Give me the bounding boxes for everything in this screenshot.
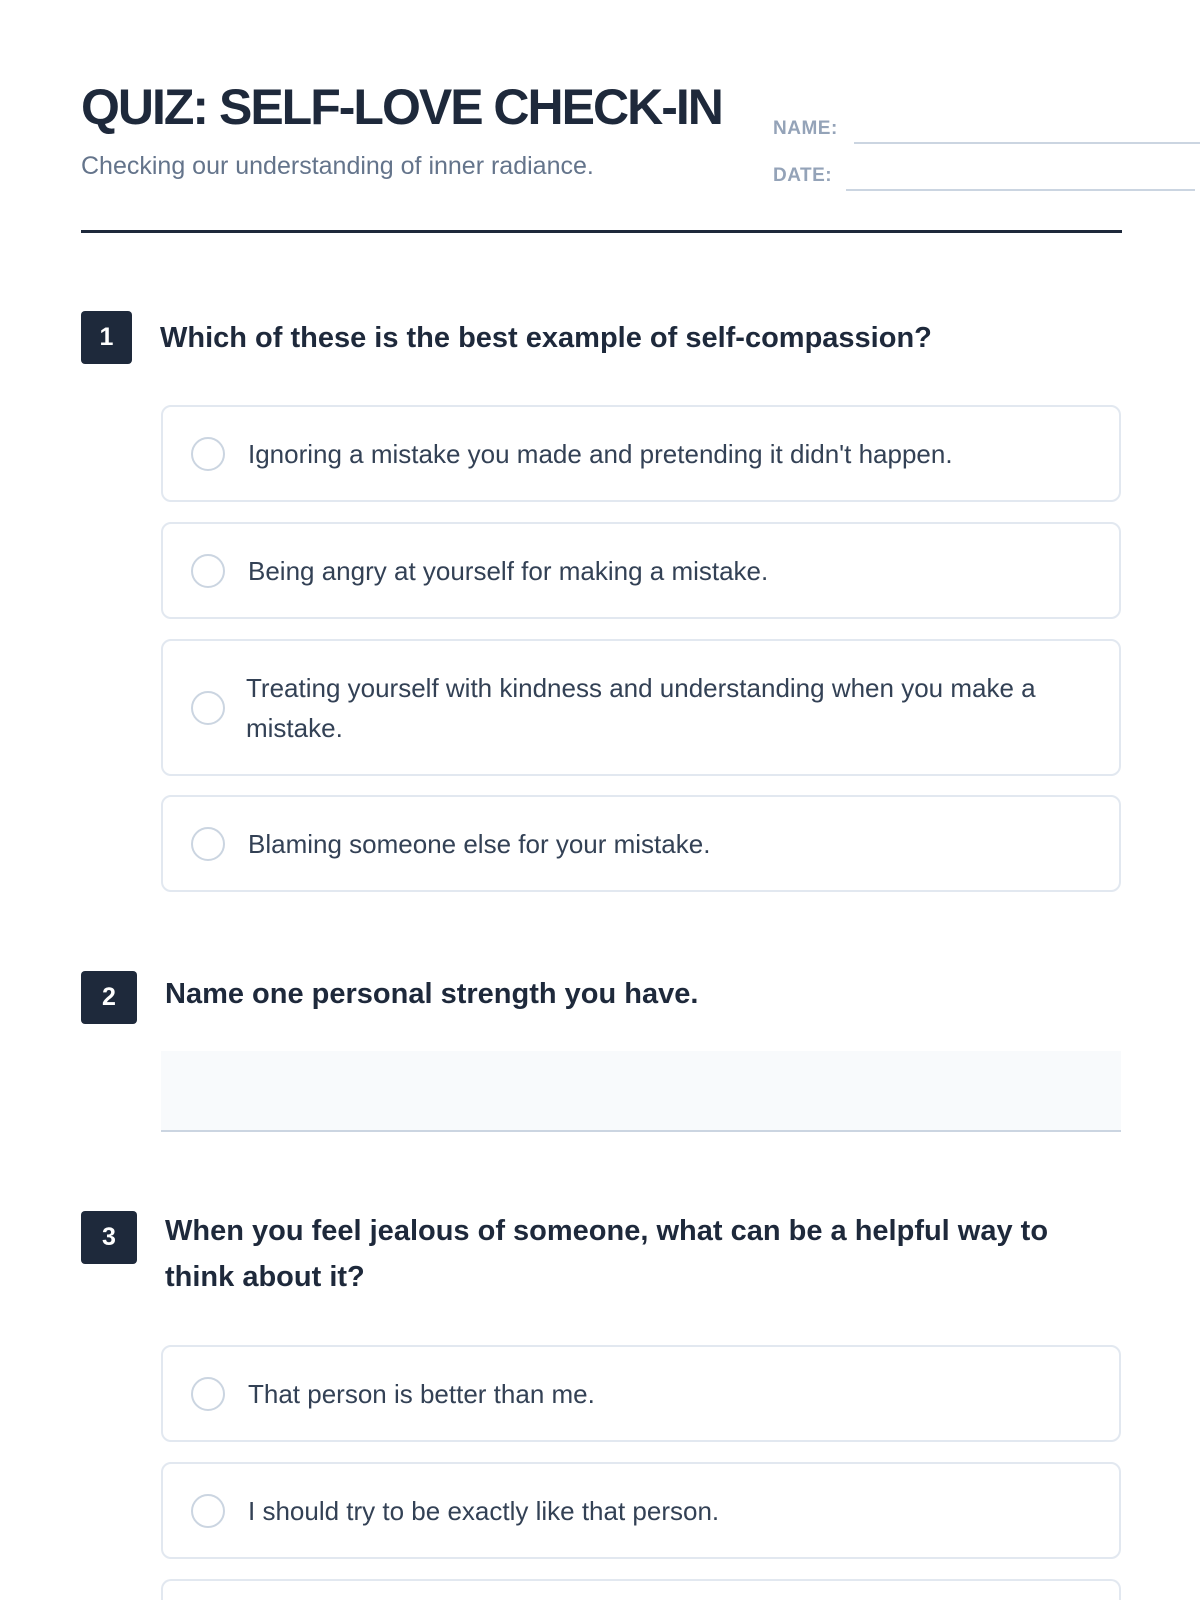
option-text: Being angry at yourself for making a mistake.	[248, 555, 769, 586]
answer-option[interactable]	[161, 405, 1121, 502]
question-text: When you feel jealous of someone, what can be a helpful way to think about it?	[165, 1215, 1049, 1293]
question-1	[81, 311, 1122, 891]
page-subtitle: Checking our understanding of inner radiance.	[81, 152, 594, 180]
question-number-badge: 2	[81, 971, 137, 1024]
option-text: Treating yourself with kindness and understanding when you make a mistake.	[246, 672, 1036, 743]
answer-option[interactable]	[161, 639, 1121, 776]
name-field	[773, 104, 1200, 144]
radio-button[interactable]	[191, 437, 225, 471]
short-answer-field[interactable]	[161, 1051, 1121, 1132]
name-input-line[interactable]	[854, 142, 1200, 144]
answer-option[interactable]	[161, 1579, 1121, 1600]
answer-option[interactable]	[161, 795, 1121, 892]
option-text: That person is better than me.	[248, 1378, 595, 1409]
radio-button[interactable]	[191, 1494, 225, 1528]
date-label: DATE:	[773, 165, 833, 186]
question-number-badge: 1	[81, 311, 132, 364]
question-number-badge: 3	[81, 1211, 137, 1264]
question-text: Which of these is the best example of self-compassion?	[160, 322, 932, 354]
option-text: Ignoring a mistake you made and pretending it didn't happen.	[248, 438, 953, 469]
page-title: QUIZ: SELF-LOVE CHECK-IN	[81, 79, 722, 135]
answer-option[interactable]	[161, 1345, 1121, 1442]
answer-option[interactable]	[161, 1462, 1121, 1559]
radio-button[interactable]	[191, 827, 225, 861]
radio-button[interactable]	[191, 1377, 225, 1411]
radio-button[interactable]	[191, 554, 225, 588]
question-2	[81, 971, 1122, 1131]
date-field	[773, 151, 1195, 191]
option-text: I should try to be exactly like that person.	[248, 1495, 720, 1526]
option-text: Blaming someone else for your mistake.	[248, 828, 711, 859]
name-label: NAME:	[773, 118, 838, 139]
answer-option[interactable]	[161, 522, 1121, 619]
question-text: Name one personal strength you have.	[165, 978, 699, 1010]
quiz-header	[81, 78, 1122, 233]
date-input-line[interactable]	[846, 189, 1195, 191]
radio-button[interactable]	[191, 691, 225, 725]
question-3	[81, 1211, 1122, 1600]
